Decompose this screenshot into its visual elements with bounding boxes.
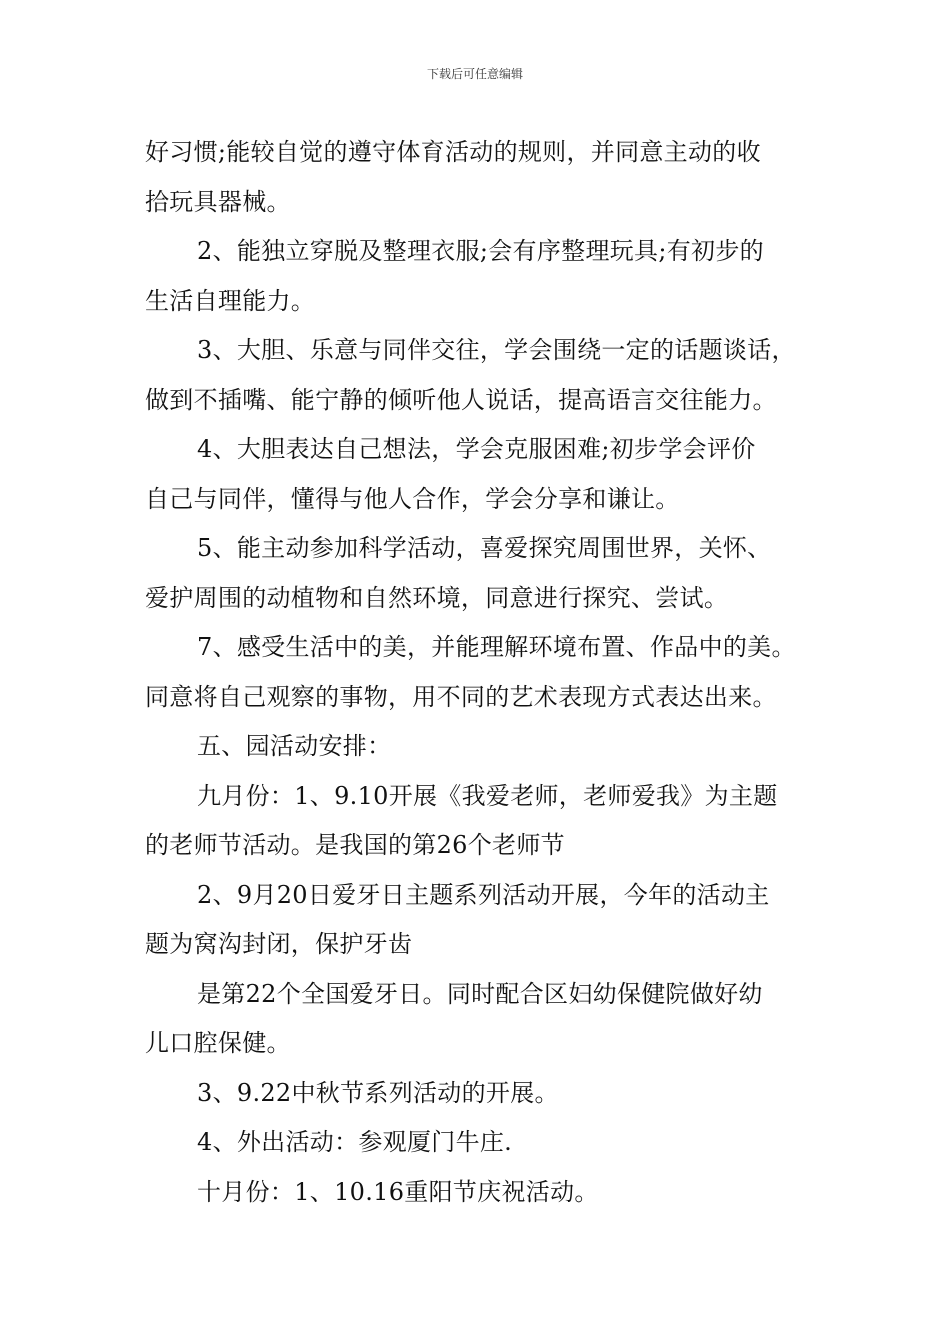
text-line: 拾玩具器械。	[145, 187, 291, 216]
text-line: 4、外出活动：参观厦门牛庄.	[197, 1128, 513, 1156]
text-line: 爱护周围的动植物和自然环境，同意进行探究、尝试。	[145, 583, 729, 612]
document-body	[145, 128, 835, 1217]
text-line: 同意将自己观察的事物，用不同的艺术表现方式表达出来。	[145, 682, 777, 711]
text-line: 做到不插嘴、能宁静的倾听他人说话，提高语言交往能力。	[145, 385, 777, 414]
text-line: 儿口腔保健。	[145, 1029, 291, 1057]
text-line: 的老师节活动。是我国的第26个老师节	[145, 831, 565, 859]
text-line: 生活自理能力。	[145, 286, 316, 315]
page-header: 下载后可任意编辑	[426, 67, 523, 81]
text-line: 自己与同伴，懂得与他人合作，学会分享和谦让。	[145, 484, 680, 513]
text-line: 5、能主动参加科学活动，喜爱探究周围世界，关怀、	[197, 534, 772, 562]
text-line: 3、9.22中秋节系列活动的开展。	[197, 1078, 559, 1107]
text-line: 2、能独立穿脱及整理衣服;会有序整理玩具;有初步的	[197, 237, 764, 265]
text-line: 题为窝沟封闭，保护牙齿	[145, 930, 413, 958]
text-line: 九月份：1、9.10开展《我爱老师，老师爱我》为主题	[197, 781, 778, 810]
text-line: 十月份：1、10.16重阳节庆祝活动。	[197, 1177, 599, 1206]
section-heading: 五、园活动安排：	[197, 732, 392, 760]
text-line: 是第22个全国爱牙日。同时配合区妇幼保健院做好幼	[197, 979, 763, 1008]
text-line: 2、9月20日爱牙日主题系列活动开展，今年的活动主	[197, 880, 770, 909]
text-line: 好习惯;能较自觉的遵守体育活动的规则，并同意主动的收	[145, 138, 761, 166]
text-line: 3、大胆、乐意与同伴交往，学会围绕一定的话题谈话，	[197, 336, 796, 364]
text-line: 7、感受生活中的美，并能理解环境布置、作品中的美。	[197, 633, 796, 661]
text-line: 4、大胆表达自己想法，学会克服困难;初步学会评价	[197, 435, 756, 463]
